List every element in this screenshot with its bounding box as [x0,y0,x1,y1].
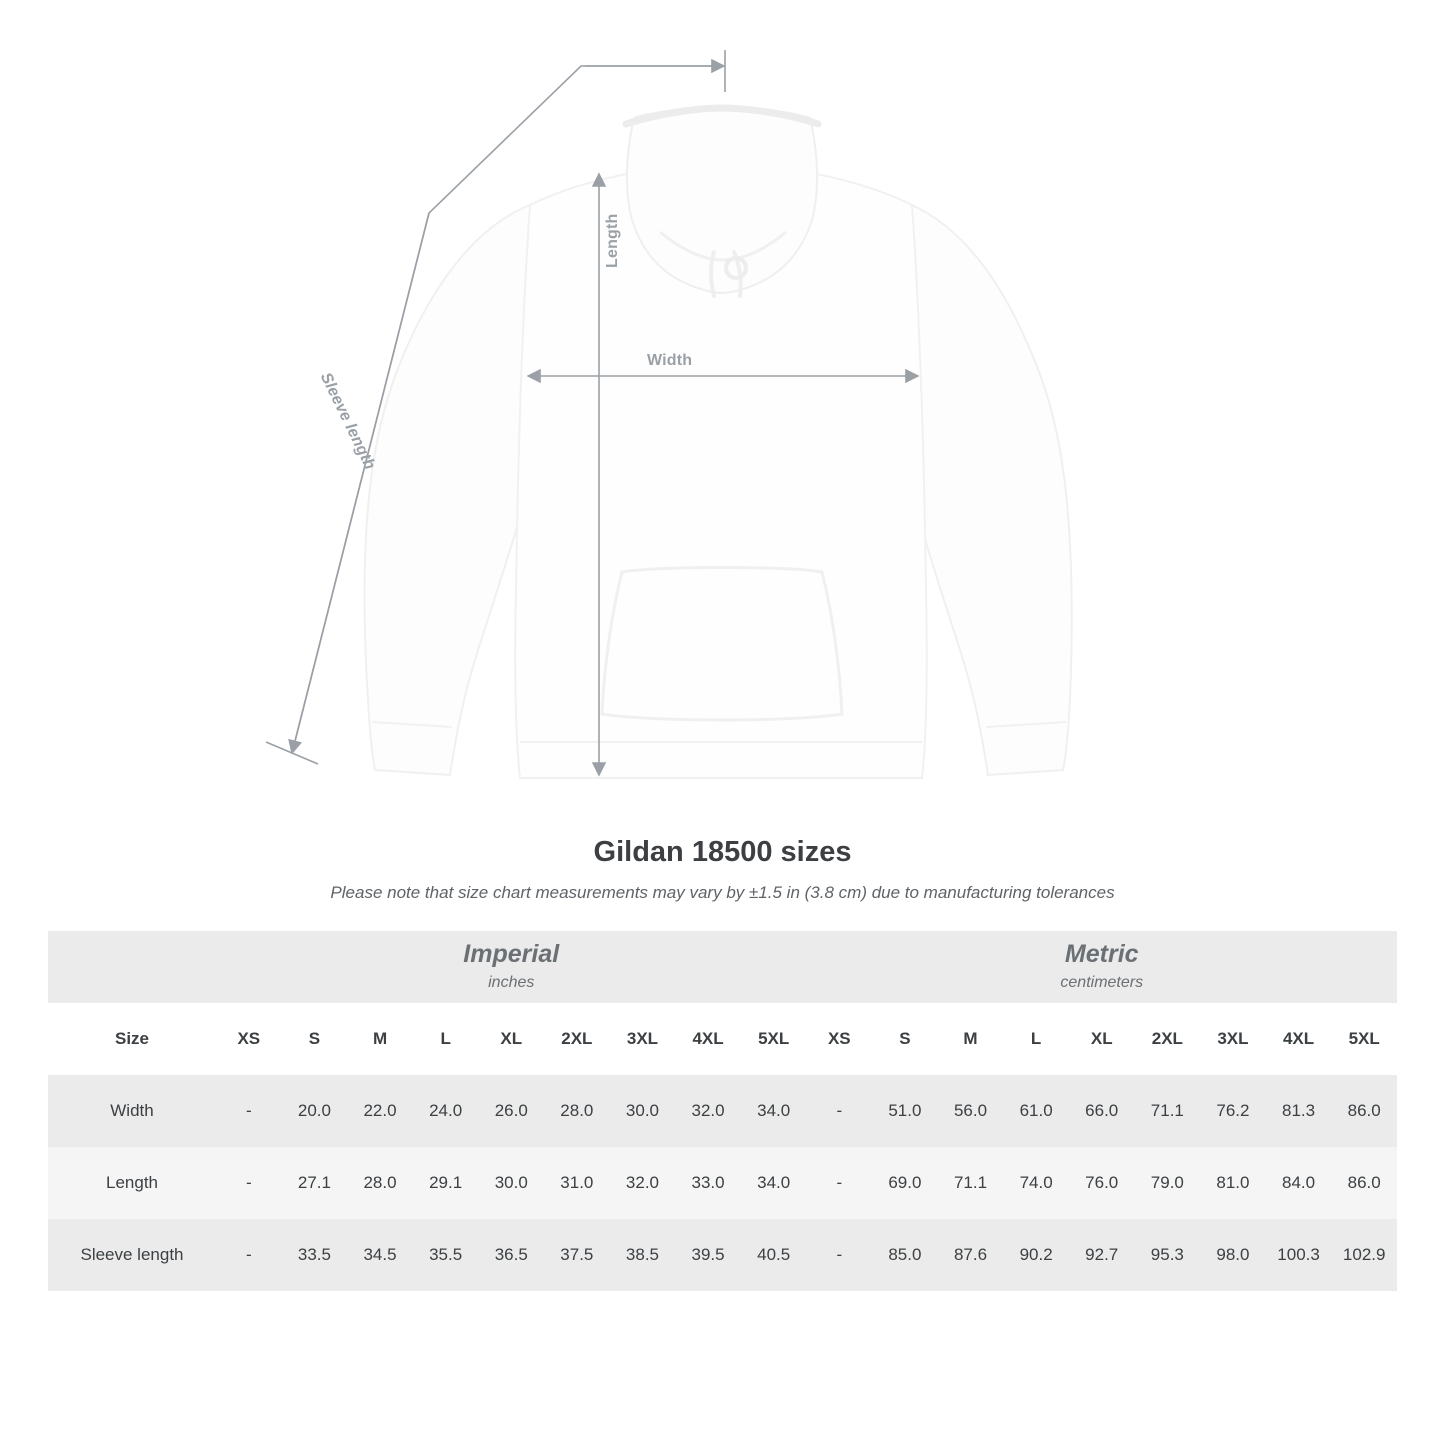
width-imperial-3xl: 30.0 [610,1075,676,1147]
page-title: Gildan 18500 sizes [593,836,852,868]
size-header-metric-s: S [872,1003,938,1075]
sleeve-metric-xl: 92.7 [1069,1219,1135,1291]
width-label: Width [647,352,693,369]
sleeve-imperial-s: 33.5 [282,1219,348,1291]
title-block [0,836,1445,903]
tolerance-note: Please note that size chart measurements may vary by ±1.5 in (3.8 cm) due to manufacturing tolerances [330,883,1115,902]
length-imperial-m: 28.0 [347,1147,413,1219]
length-imperial-2xl: 31.0 [544,1147,610,1219]
row-label-sleeve-length: Sleeve length [48,1219,216,1291]
size-chart-table [48,931,1397,1291]
sleeve-imperial-3xl: 38.5 [610,1219,676,1291]
width-imperial-s: 20.0 [282,1075,348,1147]
sleeve-metric-s: 85.0 [872,1219,938,1291]
table-row [48,1219,1397,1291]
size-header-metric-xs: XS [806,1003,872,1075]
width-metric-l: 61.0 [1003,1075,1069,1147]
size-header-metric-xl: XL [1069,1003,1135,1075]
sleeve-metric-4xl: 100.3 [1266,1219,1332,1291]
sleeve-length-label: Sleeve length [316,370,379,473]
length-label: Length [604,213,621,268]
sleeve-metric-2xl: 95.3 [1135,1219,1201,1291]
width-metric-4xl: 81.3 [1266,1075,1332,1147]
sleeve-imperial-l: 35.5 [413,1219,479,1291]
size-header-imperial-m: M [347,1003,413,1075]
length-imperial-s: 27.1 [282,1147,348,1219]
sleeve-imperial-xl: 36.5 [478,1219,544,1291]
width-metric-m: 56.0 [938,1075,1004,1147]
length-metric-xl: 76.0 [1069,1147,1135,1219]
hoodie-garment [364,106,1071,778]
width-imperial-xs: - [216,1075,282,1147]
sleeve-imperial-xs: - [216,1219,282,1291]
table-row [48,1075,1397,1147]
length-imperial-3xl: 32.0 [610,1147,676,1219]
width-imperial-m: 22.0 [347,1075,413,1147]
sleeve-imperial-5xl: 40.5 [741,1219,807,1291]
sleeve-imperial-m: 34.5 [347,1219,413,1291]
table-row [48,1147,1397,1219]
length-metric-l: 74.0 [1003,1147,1069,1219]
length-imperial-xs: - [216,1147,282,1219]
sleeve-imperial-2xl: 37.5 [544,1219,610,1291]
sleeve-metric-l: 90.2 [1003,1219,1069,1291]
metric-sub: centimeters [1060,973,1144,991]
sleeve-bottom-tick [266,742,318,764]
size-header-imperial-2xl: 2XL [544,1003,610,1075]
size-header-row [48,1003,1397,1075]
sleeve-metric-m: 87.6 [938,1219,1004,1291]
size-label-cell: Size [48,1003,216,1075]
width-imperial-5xl: 34.0 [741,1075,807,1147]
sleeve-imperial-4xl: 39.5 [675,1219,741,1291]
size-header-metric-m: M [938,1003,1004,1075]
units-header-row [48,931,1397,1003]
imperial-sub: inches [488,973,535,991]
width-metric-xl: 66.0 [1069,1075,1135,1147]
width-imperial-2xl: 28.0 [544,1075,610,1147]
size-header-imperial-s: S [282,1003,348,1075]
size-header-imperial-l: L [413,1003,479,1075]
size-header-imperial-xs: XS [216,1003,282,1075]
size-header-metric-l: L [1003,1003,1069,1075]
size-header-metric-4xl: 4XL [1266,1003,1332,1075]
size-header-metric-3xl: 3XL [1200,1003,1266,1075]
length-imperial-4xl: 33.0 [675,1147,741,1219]
width-metric-3xl: 76.2 [1200,1075,1266,1147]
width-metric-2xl: 71.1 [1135,1075,1201,1147]
width-metric-xs: - [806,1075,872,1147]
units-spacer [48,931,216,1003]
size-table-wrapper [48,931,1397,1291]
sleeve-metric-xs: - [806,1219,872,1291]
length-metric-m: 71.1 [938,1147,1004,1219]
width-metric-s: 51.0 [872,1075,938,1147]
size-header-imperial-xl: XL [478,1003,544,1075]
size-header-imperial-5xl: 5XL [741,1003,807,1075]
length-metric-3xl: 81.0 [1200,1147,1266,1219]
row-label-width: Width [48,1075,216,1147]
width-imperial-l: 24.0 [413,1075,479,1147]
size-header-metric-2xl: 2XL [1135,1003,1201,1075]
length-metric-s: 69.0 [872,1147,938,1219]
sleeve-metric-5xl: 102.9 [1331,1219,1397,1291]
imperial-name: Imperial [463,939,560,968]
metric-name: Metric [1064,939,1139,968]
size-header-metric-5xl: 5XL [1331,1003,1397,1075]
width-imperial-4xl: 32.0 [675,1075,741,1147]
length-imperial-xl: 30.0 [478,1147,544,1219]
length-metric-4xl: 84.0 [1266,1147,1332,1219]
length-metric-2xl: 79.0 [1135,1147,1201,1219]
sleeve-metric-3xl: 98.0 [1200,1219,1266,1291]
length-imperial-l: 29.1 [413,1147,479,1219]
size-header-imperial-3xl: 3XL [610,1003,676,1075]
width-imperial-xl: 26.0 [478,1075,544,1147]
row-label-length: Length [48,1147,216,1219]
metric-header [806,931,1397,1003]
length-metric-5xl: 86.0 [1331,1147,1397,1219]
size-header-imperial-4xl: 4XL [675,1003,741,1075]
width-metric-5xl: 86.0 [1331,1075,1397,1147]
imperial-header [216,931,806,1003]
length-metric-xs: - [806,1147,872,1219]
length-imperial-5xl: 34.0 [741,1147,807,1219]
